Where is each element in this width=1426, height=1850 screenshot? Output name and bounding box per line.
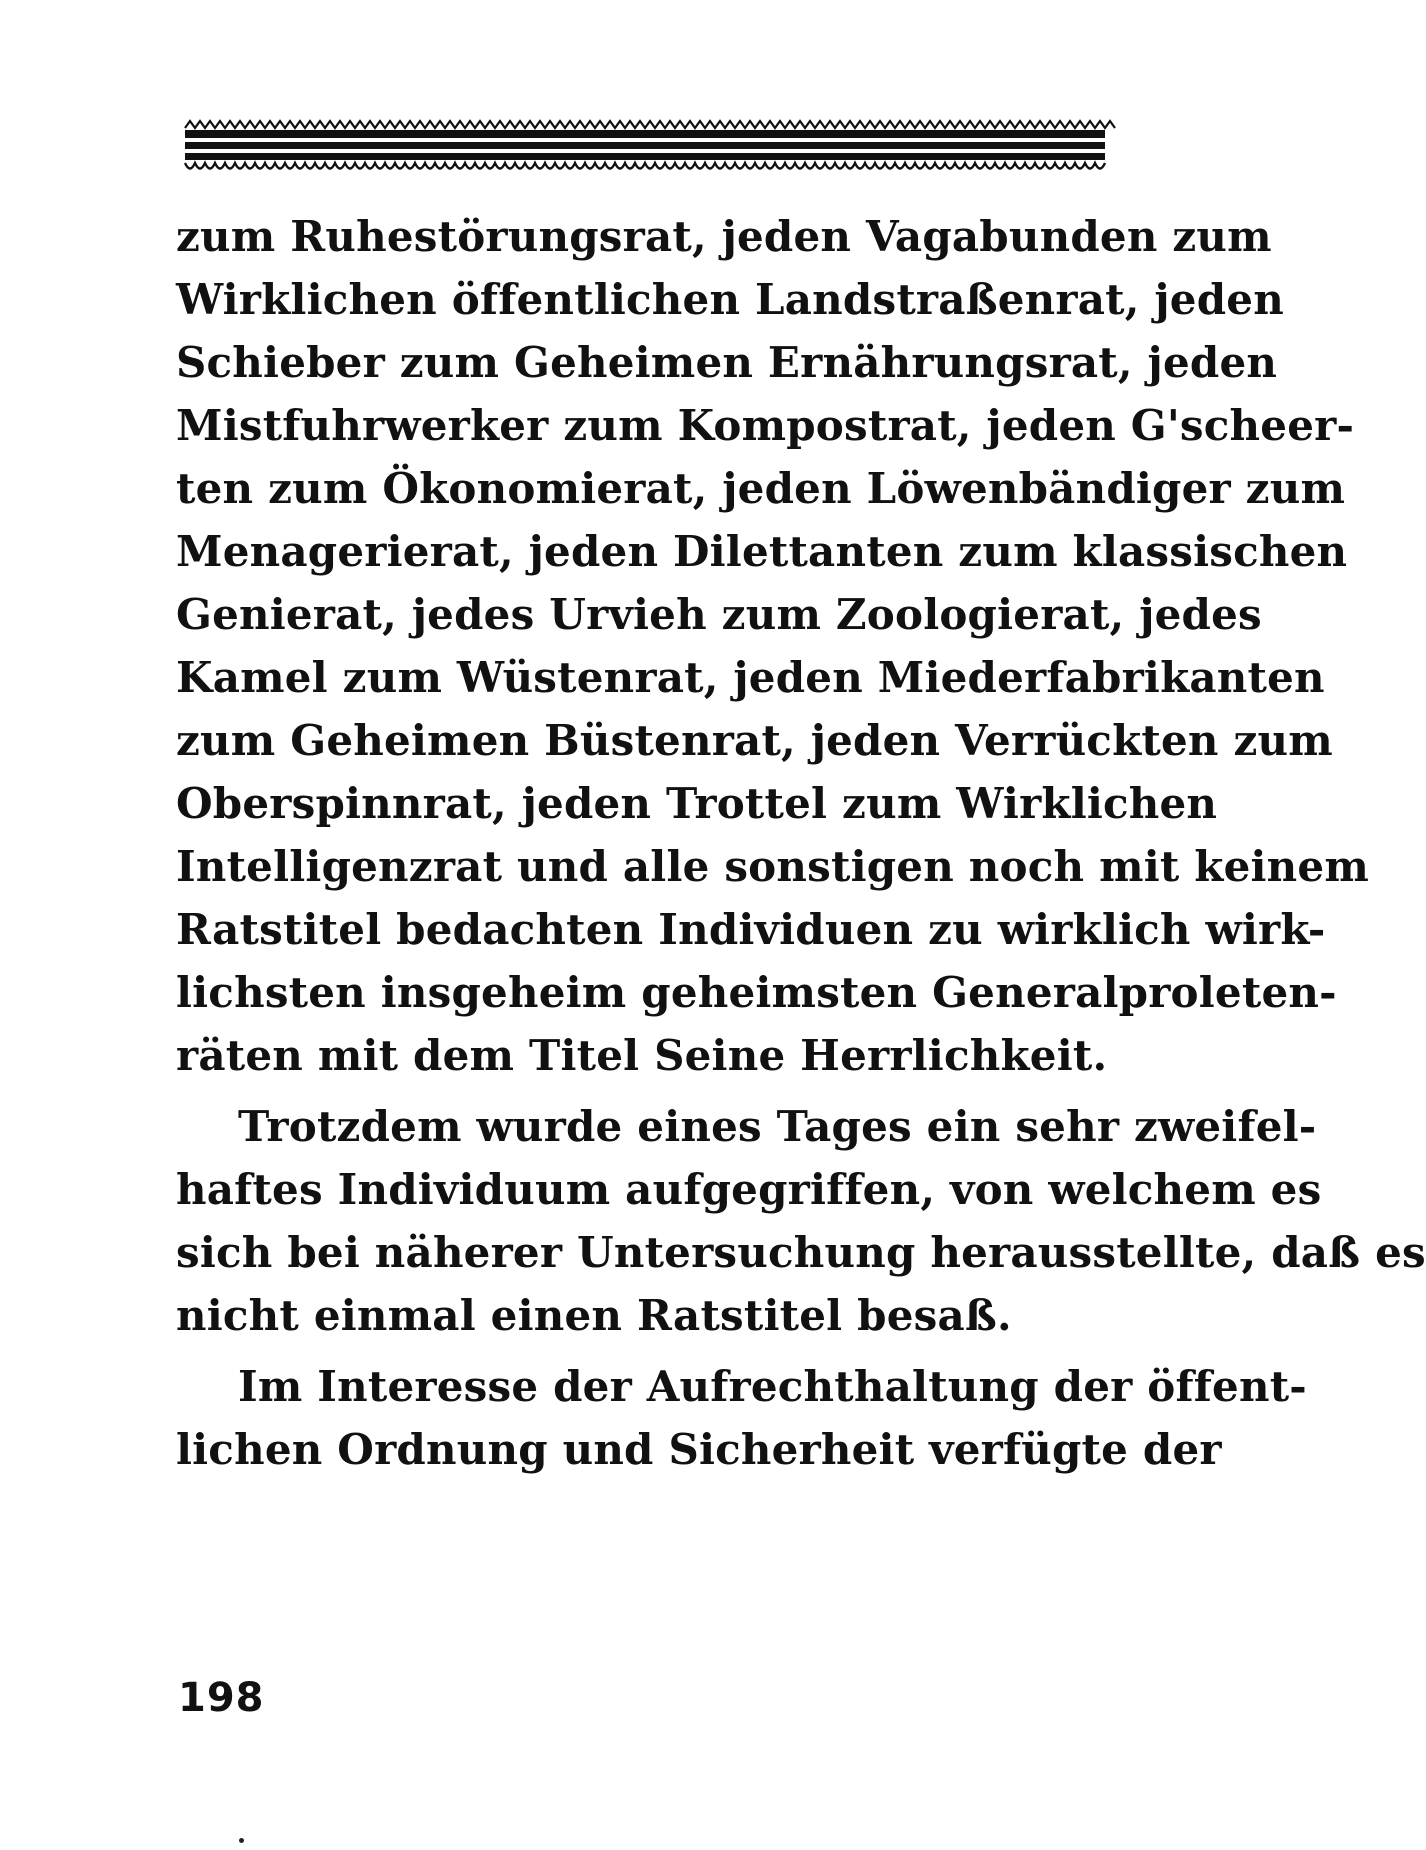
scallop-border-bottom	[185, 163, 1105, 169]
paragraph-2	[176, 1095, 1426, 1347]
text-line: Oberspinnrat, jeden Trottel zum Wirklichen	[176, 779, 1218, 828]
text-line: zum Ruhestörungsrat, jeden Vagabunden zum	[176, 212, 1272, 261]
text-line: sich bei näherer Untersuchung herausstellte, daß es	[176, 1228, 1426, 1277]
paragraph-gap	[176, 1087, 1111, 1095]
text-line: Genierat, jedes Urvieh zum Zoologierat, jedes	[176, 590, 1262, 639]
solid-rule-2	[185, 142, 1105, 149]
text-line: Ratstitel bedachten Individuen zu wirklich wirk-	[176, 905, 1326, 954]
page-number: 198	[178, 1675, 265, 1721]
text-line: ten zum Ökonomierat, jeden Löwenbändiger zum	[176, 464, 1346, 513]
text-line: Trotzdem wurde eines Tages ein sehr zweifel-	[238, 1102, 1317, 1151]
text-line: lichen Ordnung und Sicherheit verfügte der	[176, 1425, 1222, 1474]
text-line: Schieber zum Geheimen Ernährungsrat, jeden	[176, 338, 1278, 387]
ornamental-header-band	[185, 118, 1105, 178]
zigzag-border-top	[185, 121, 1115, 128]
text-line: räten mit dem Titel Seine Herrlichkeit.	[176, 1031, 1108, 1080]
text-line: Menagerierat, jeden Dilettanten zum klassischen	[176, 527, 1348, 576]
text-line: Mistfuhrwerker zum Kompostrat, jeden G'scheer-	[176, 401, 1355, 450]
text-line: Im Interesse der Aufrechthaltung der öffent-	[238, 1362, 1307, 1411]
paragraph-gap	[176, 1347, 1111, 1355]
text-line: zum Geheimen Büstenrat, jeden Verrückten zum	[176, 716, 1333, 765]
paragraph-3	[176, 1355, 1307, 1481]
solid-rule-1	[185, 130, 1105, 138]
paragraph-1	[176, 205, 1369, 1087]
text-line: Wirklichen öffentlichen Landstraßenrat, jeden	[176, 275, 1284, 324]
text-line: lichsten insgeheim geheimsten Generalproleten-	[176, 968, 1337, 1017]
text-line: nicht einmal einen Ratstitel besaß.	[176, 1291, 1012, 1340]
text-line: Intelligenzrat und alle sonstigen noch mit keinem	[176, 842, 1369, 891]
text-line: Kamel zum Wüstenrat, jeden Miederfabrikanten	[176, 653, 1325, 702]
print-speck	[239, 1838, 244, 1843]
body-text	[176, 205, 1426, 1481]
text-line: haftes Individuum aufgegriffen, von welchem es	[176, 1165, 1322, 1214]
solid-rule-3	[185, 153, 1105, 160]
